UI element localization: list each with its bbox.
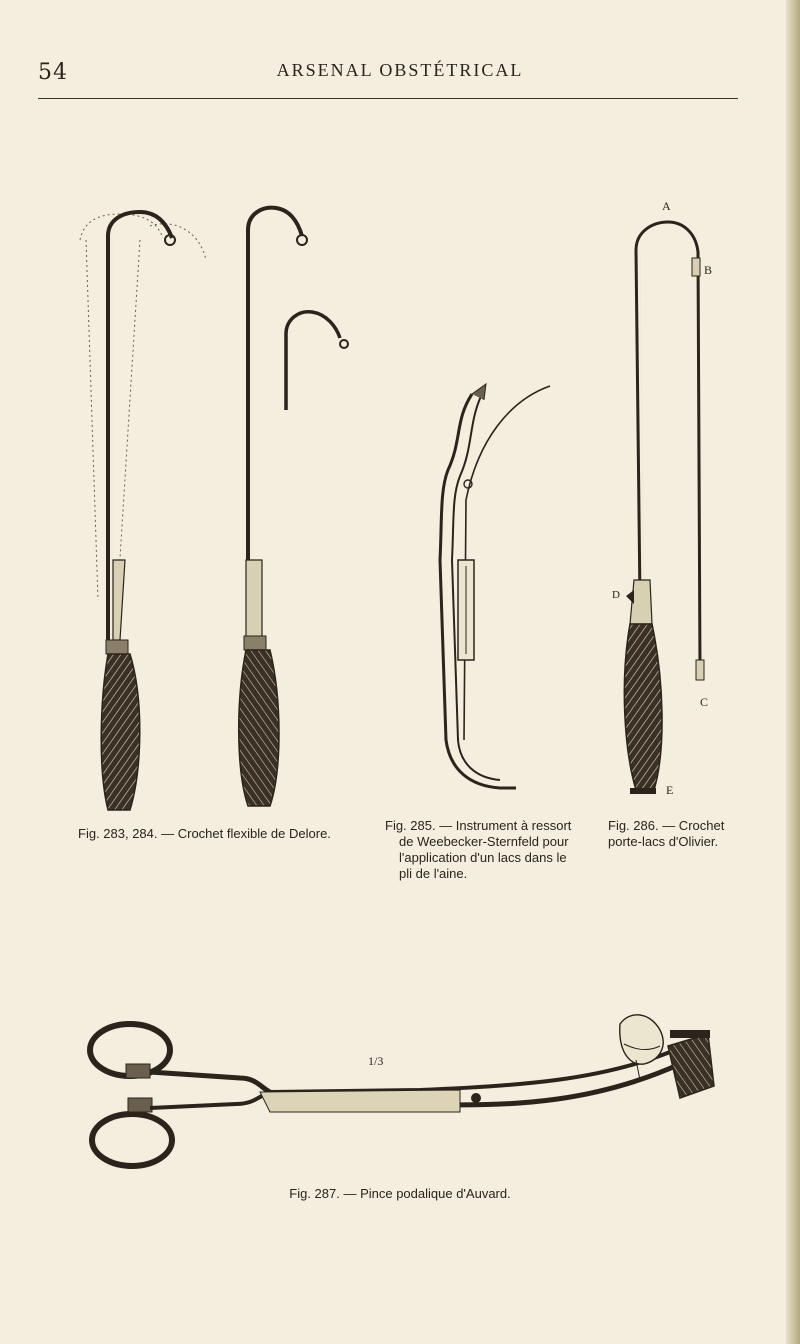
caption-fig-287: Fig. 287. — Pince podalique d'Auvard. bbox=[289, 1186, 511, 1201]
figure-287-pince bbox=[90, 1015, 714, 1166]
figure-284-crochet bbox=[239, 208, 348, 806]
caption-fig-286 bbox=[608, 818, 778, 850]
svg-text:A: A bbox=[662, 199, 671, 213]
running-title: ARSENAL OBSTÉTRICAL bbox=[276, 60, 524, 80]
svg-text:B: B bbox=[704, 263, 713, 277]
figure-283-crochet bbox=[80, 212, 206, 810]
caption-fig-286-line1: Fig. 286. — Crochet bbox=[608, 818, 725, 833]
svg-text:C: C bbox=[700, 695, 709, 709]
figure-286-porte-lacs bbox=[612, 199, 712, 797]
scale-fraction: 1/3 bbox=[368, 1054, 384, 1068]
caption-fig-283-284: Fig. 283, 284. — Crochet flexible de Delore. bbox=[78, 826, 331, 841]
page-number: 54 bbox=[38, 60, 68, 85]
svg-text:D: D bbox=[612, 589, 620, 601]
caption-fig-286-line2: porte-lacs d'Olivier. bbox=[608, 834, 719, 849]
caption-fig-285-line1: Fig. 285. — Instrument à ressort bbox=[385, 818, 572, 833]
caption-fig-285-line2: de Weebecker-Sternfeld pour bbox=[399, 834, 569, 849]
figure-285-instrument bbox=[440, 384, 550, 788]
svg-text:E: E bbox=[666, 783, 674, 797]
caption-fig-285-line4: pli de l'aine. bbox=[399, 866, 468, 881]
caption-fig-285-line3: l'application d'un lacs dans le bbox=[399, 850, 567, 865]
caption-fig-285 bbox=[385, 818, 590, 882]
